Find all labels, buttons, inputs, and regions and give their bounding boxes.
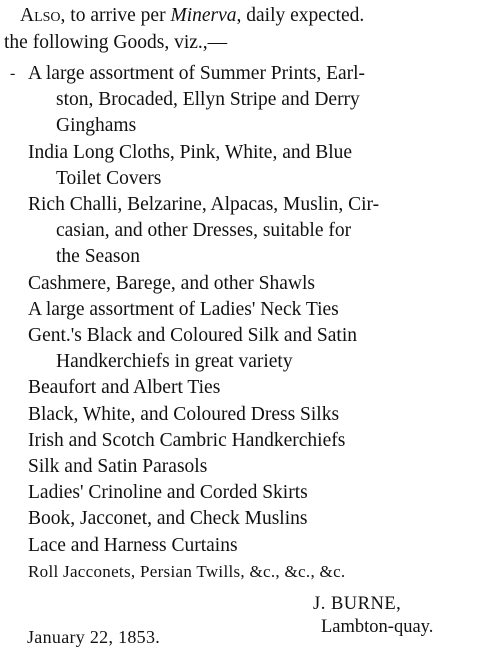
list-item xyxy=(0,61,491,140)
item-line: Beaufort and Albert Ties xyxy=(28,377,221,399)
item-line: Book, Jacconet, and Check Muslins xyxy=(28,508,308,530)
item-line: A large assortment of Summer Prints, Earl- xyxy=(28,63,366,84)
intro-line-1 xyxy=(4,3,488,30)
item-line: Roll Jacconets, Persian Twills, &c., &c., &c. xyxy=(28,561,346,581)
ship-name: Minerva xyxy=(170,5,237,26)
item-line: Gent.'s Black and Coloured Silk and Satin xyxy=(28,325,358,347)
list-item xyxy=(0,454,491,480)
list-item xyxy=(0,375,491,401)
signature-address: Lambton-quay. xyxy=(321,617,434,637)
item-line: Silk and Satin Parasols xyxy=(28,456,208,478)
intro-text-b: , daily expected. xyxy=(236,5,365,26)
list-marker: - xyxy=(10,65,16,82)
item-line: A large assortment of Ladies' Neck Ties xyxy=(28,298,339,320)
item-line: Lace and Harness Curtains xyxy=(28,534,238,556)
item-line: Rich Challi, Belzarine, Alpacas, Muslin, Cir- xyxy=(28,194,380,216)
item-line: India Long Cloths, Pink, White, and Blue xyxy=(28,141,353,163)
advert-date: January 22, 1853. xyxy=(27,627,161,647)
item-line: Cashmere, Barege, and other Shawls xyxy=(28,272,315,294)
item-line: Ginghams xyxy=(56,115,137,137)
item-line: Ladies' Crinoline and Corded Skirts xyxy=(28,482,308,504)
list-item xyxy=(0,140,491,192)
list-item xyxy=(0,559,491,585)
list-item xyxy=(0,533,491,559)
list-item xyxy=(0,480,491,506)
item-line: Toilet Covers xyxy=(56,167,162,189)
signature-name: J. BURNE, xyxy=(313,594,402,614)
goods-list xyxy=(0,61,491,585)
intro-paragraph xyxy=(4,3,488,56)
item-line: Black, White, and Coloured Dress Silks xyxy=(28,403,340,425)
list-item xyxy=(0,297,491,323)
list-item xyxy=(0,428,491,454)
list-item xyxy=(0,402,491,428)
list-item xyxy=(0,323,491,375)
list-item xyxy=(0,271,491,297)
list-item xyxy=(0,506,491,532)
item-line: casian, and other Dresses, suitable for xyxy=(56,220,352,242)
item-line: the Season xyxy=(56,246,140,268)
item-line: ston, Brocaded, Ellyn Stripe and Derry xyxy=(56,89,360,111)
intro-text-a: , to arrive per xyxy=(60,5,171,26)
list-item xyxy=(0,192,491,271)
intro-also: Also xyxy=(20,5,61,26)
item-line: Handkerchiefs in great variety xyxy=(56,351,293,373)
intro-line-2: the following Goods, viz.,— xyxy=(4,31,228,53)
item-line: Irish and Scotch Cambric Handkerchiefs xyxy=(28,429,346,451)
